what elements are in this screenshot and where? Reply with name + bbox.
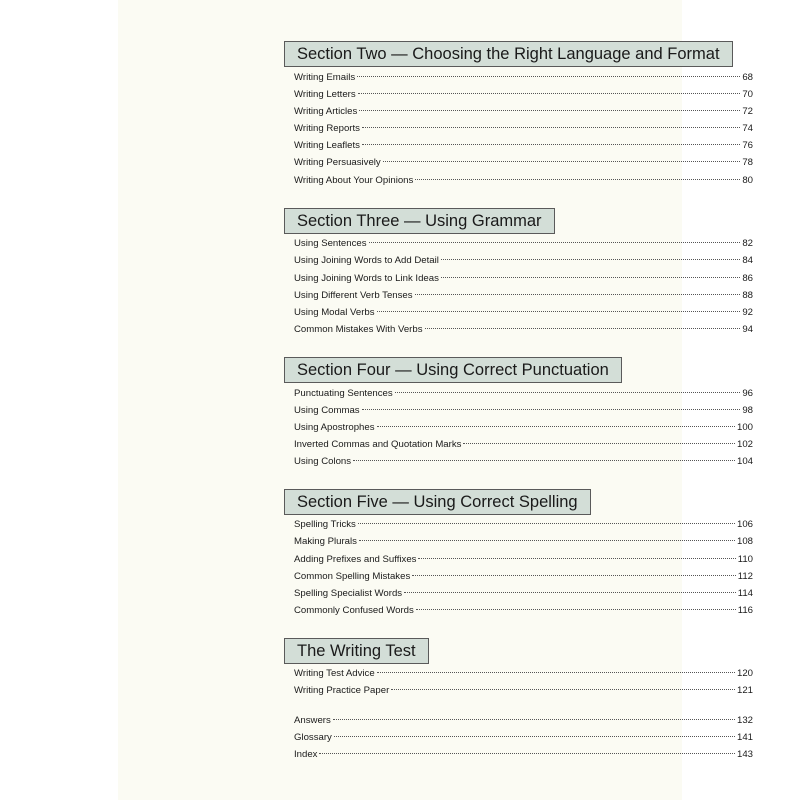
dot-leader [362,144,740,145]
toc-entry-page: 141 [736,732,753,743]
toc-entry-page: 108 [736,536,753,547]
toc-entry-page: 98 [742,405,753,416]
toc-entry[interactable] [294,402,753,419]
dot-leader [357,76,740,77]
toc-entry-page: 104 [736,456,753,467]
toc-entry[interactable] [294,120,753,137]
toc-entry[interactable] [294,533,753,550]
toc-entry[interactable] [294,321,753,338]
toc-entry-title: Writing Practice Paper [294,685,390,696]
toc-entry-page: 92 [742,307,753,318]
toc-entry-title: Writing Articles [294,106,358,117]
toc-entry-title: Writing Test Advice [294,668,375,679]
toc-entry-page: 112 [737,571,753,582]
toc-entry-page: 116 [737,605,753,616]
toc-entry[interactable] [294,270,753,287]
section-header: Section Four — Using Correct Punctuation [284,357,622,383]
toc-entry-page: 78 [742,157,753,168]
toc-entry-title: Using Joining Words to Link Ideas [294,273,439,284]
toc-entry-title: Index [294,749,318,760]
section-header: The Writing Test [284,638,429,664]
toc-entry[interactable] [294,729,753,746]
toc-entry-title: Writing Leaflets [294,140,360,151]
toc-entry[interactable] [294,172,753,189]
toc-entry-page: 132 [736,715,753,726]
toc-entry-page: 121 [736,685,753,696]
dot-leader [359,540,735,541]
toc-entry-title: Using Modal Verbs [294,307,375,318]
toc-entry-page: 82 [742,238,753,249]
toc-entry-page: 143 [736,749,753,760]
toc-entry-title: Making Plurals [294,536,357,547]
toc-entry-title: Common Mistakes With Verbs [294,324,423,335]
dot-leader [377,426,735,427]
dot-leader [412,575,735,576]
dot-leader [425,328,741,329]
toc-entry[interactable] [294,602,753,619]
toc-entry-title: Writing Persuasively [294,157,381,168]
toc-entry-title: Adding Prefixes and Suffixes [294,554,417,565]
toc-entry[interactable] [294,69,753,86]
toc-entry-title: Using Different Verb Tenses [294,290,413,301]
toc-entry-page: 102 [736,439,753,450]
toc-entry[interactable] [294,516,753,533]
toc-entry[interactable] [294,252,753,269]
toc-entry-title: Inverted Commas and Quotation Marks [294,439,462,450]
toc-entry-page: 84 [742,255,753,266]
dot-leader [359,110,740,111]
dot-leader [358,523,735,524]
toc-entry[interactable] [294,154,753,171]
toc-entry[interactable] [294,137,753,154]
toc-entry-title: Punctuating Sentences [294,388,393,399]
dot-leader [369,242,741,243]
toc-entry-page: 68 [742,72,753,83]
dot-leader [377,311,741,312]
toc-entry-title: Writing Reports [294,123,360,134]
toc-entry-title: Spelling Specialist Words [294,588,403,599]
toc-entry[interactable] [294,304,753,321]
toc-entry-page: 120 [736,668,753,679]
dot-leader [383,161,741,162]
dot-leader [416,609,736,610]
toc-entry[interactable] [294,568,753,585]
toc-entry[interactable] [294,551,753,568]
toc-entry[interactable] [294,585,753,602]
toc-entry[interactable] [294,103,753,120]
toc-entry[interactable] [294,235,753,252]
dot-leader [415,179,740,180]
dot-leader [391,689,735,690]
toc-entry[interactable] [294,682,753,699]
toc-entry-page: 80 [742,175,753,186]
toc-entry[interactable] [294,385,753,402]
toc-entry-title: Glossary [294,732,332,743]
toc-entry[interactable] [294,86,753,103]
dot-leader [362,127,740,128]
toc-entry[interactable] [294,453,753,470]
document-page [118,0,753,800]
toc-entry-title: Using Joining Words to Add Detail [294,255,439,266]
toc-entry-title: Using Sentences [294,238,367,249]
section-header: Section Two — Choosing the Right Language and Format [284,41,733,67]
toc-entry-page: 88 [742,290,753,301]
toc-entry-title: Using Apostrophes [294,422,375,433]
toc-entry-page: 96 [742,388,753,399]
toc-entry-page: 114 [737,588,753,599]
dot-leader [319,753,735,754]
dot-leader [358,93,741,94]
dot-leader [441,277,740,278]
toc-entry-title: Answers [294,715,331,726]
toc-entry-title: Commonly Confused Words [294,605,414,616]
toc-entry[interactable] [294,712,753,729]
toc-entry-page: 70 [742,89,753,100]
dot-leader [395,392,741,393]
toc-entry[interactable] [294,665,753,682]
toc-entry[interactable] [294,419,753,436]
dot-leader [418,558,735,559]
toc-entry-title: Writing Emails [294,72,356,83]
toc-entry-page: 74 [742,123,753,134]
section-header: Section Three — Using Grammar [284,208,555,234]
toc-entry-title: Common Spelling Mistakes [294,571,411,582]
toc-entry-title: Writing Letters [294,89,356,100]
dot-leader [415,294,741,295]
dot-leader [404,592,736,593]
toc-entry-title: Writing About Your Opinions [294,175,414,186]
dot-leader [334,736,735,737]
dot-leader [353,460,735,461]
toc-entry-page: 94 [742,324,753,335]
toc-entry-page: 110 [737,554,753,565]
toc-entry-page: 76 [742,140,753,151]
toc-entry-title: Using Colons [294,456,352,467]
toc-entry[interactable] [294,436,753,453]
toc-entry[interactable] [294,746,753,763]
toc-entry-title: Using Commas [294,405,360,416]
dot-leader [333,719,735,720]
toc-entry[interactable] [294,287,753,304]
section-header: Section Five — Using Correct Spelling [284,489,591,515]
dot-leader [377,672,735,673]
toc-entry-title: Spelling Tricks [294,519,356,530]
toc-entry-page: 86 [742,273,753,284]
toc-entry-page: 100 [736,422,753,433]
dot-leader [441,259,740,260]
dot-leader [463,443,735,444]
dot-leader [362,409,741,410]
toc-entry-page: 106 [736,519,753,530]
toc-entry-page: 72 [742,106,753,117]
